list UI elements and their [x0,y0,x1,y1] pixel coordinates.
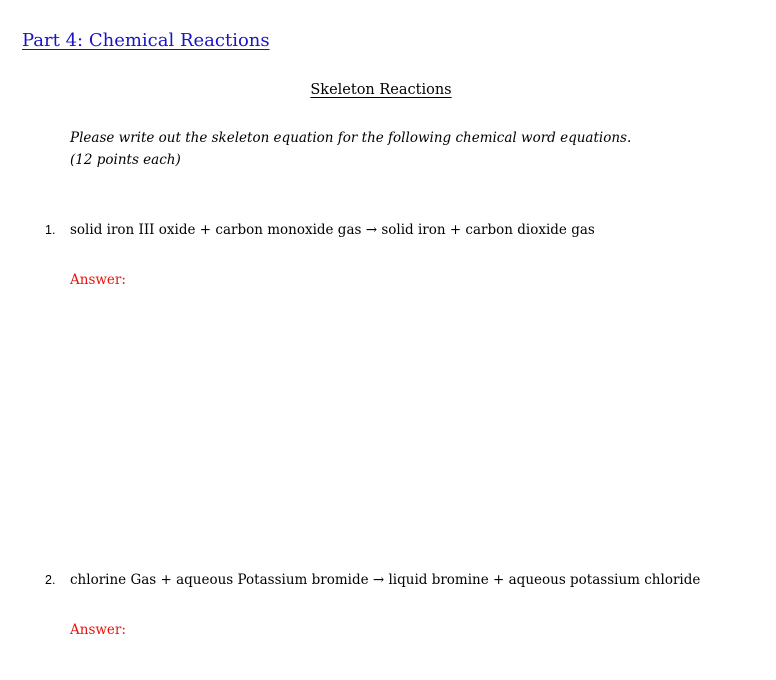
part-heading-link[interactable]: Part 4: Chemical Reactions [22,30,270,51]
section-title: Skeleton Reactions [310,82,452,98]
instructions-line-2: (12 points each) [70,152,181,168]
question-number: 2. [45,573,56,587]
instructions-line-1: Please write out the skeleton equation for the following chemical word equations. [70,130,632,146]
question-1 [45,222,595,238]
question-2 [45,572,700,588]
question-equation: chlorine Gas + aqueous Potassium bromide → liquid bromine + aqueous potassium chloride [70,572,701,588]
instructions [70,127,631,171]
answer-label-1: Answer: [70,272,126,288]
question-equation: solid iron III oxide + carbon monoxide gas → solid iron + carbon dioxide gas [70,222,595,238]
question-number: 1. [45,223,56,237]
answer-label-2: Answer: [70,622,126,638]
